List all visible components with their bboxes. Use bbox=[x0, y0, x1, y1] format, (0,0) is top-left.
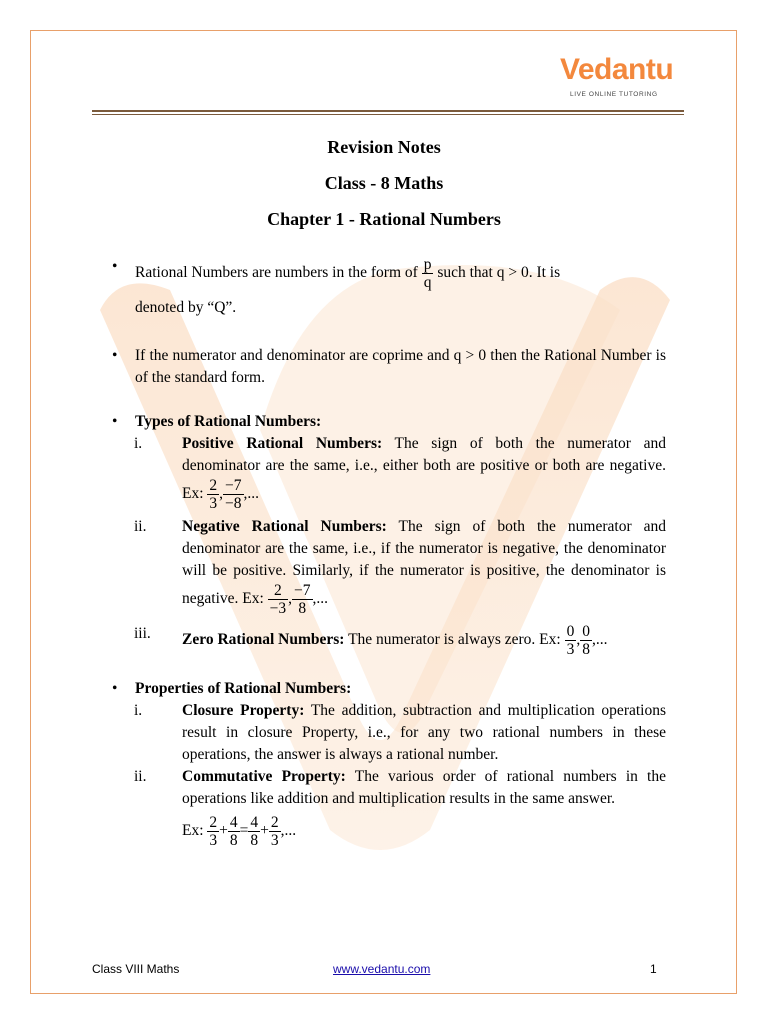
frac-num: −7 bbox=[225, 477, 242, 494]
vedantu-logo[interactable] bbox=[560, 55, 680, 100]
frac-den: −8 bbox=[225, 495, 242, 512]
bullet-dot: • bbox=[112, 347, 118, 364]
logo-wordmark: Vedantu bbox=[560, 53, 674, 86]
frac-num: 2 bbox=[209, 814, 218, 831]
frac-num: 4 bbox=[229, 814, 238, 831]
title-class: Class - 8 Maths bbox=[324, 173, 444, 193]
item-label: Negative Rational Numbers: bbox=[182, 518, 387, 535]
footer-page-number: 1 bbox=[650, 962, 657, 976]
title-revision-notes: Revision Notes bbox=[327, 137, 441, 157]
item-text: The sign of both the numerator and denominator are the same, i.e., either both are positive or both are negative. Ex: bbox=[182, 435, 666, 503]
footer-website-link[interactable]: www.vedantu.com bbox=[333, 962, 431, 976]
frac-den: q bbox=[423, 274, 432, 291]
example-ellipsis: ,... bbox=[312, 590, 329, 608]
list-item-negative: ii. Negative Rational Numbers: The sign of both the numerator and denominator are the same, i.e., if the numerator is negative, the denominator will be positive. Similarly, if the numerator is positive, the denominator is negative. Ex: $\frac{2}{-3}$ , $\frac{-7}{8}$ ,... bbox=[134, 518, 666, 617]
example-fraction bbox=[269, 814, 281, 849]
example-ellipsis: ,... bbox=[280, 822, 297, 840]
bullet-standard-form bbox=[110, 345, 666, 389]
example-ellipsis: ,... bbox=[591, 631, 608, 649]
fraction-p-q bbox=[422, 256, 434, 291]
item-label: Closure Property: bbox=[182, 702, 305, 719]
bullet-definition bbox=[110, 256, 666, 319]
bullet-dot: • bbox=[112, 413, 118, 430]
frac-num: 2 bbox=[274, 582, 282, 599]
bullet-dot: • bbox=[112, 258, 118, 275]
definition-text-c: denoted by “Q”. bbox=[135, 299, 237, 316]
definition-text-b: such that q > 0. It is bbox=[437, 264, 561, 282]
item-text: The various order of rational numbers in the operations like addition and multiplication results in the same answer. bbox=[182, 768, 666, 807]
title-chapter: Chapter 1 - Rational Numbers bbox=[267, 209, 501, 229]
frac-den: 3 bbox=[209, 832, 218, 849]
frac-den: 3 bbox=[566, 641, 575, 658]
item-text: The numerator is always zero. Ex: bbox=[344, 631, 561, 649]
list-item-closure bbox=[110, 700, 666, 766]
example-label: Ex: bbox=[182, 822, 204, 840]
bullet-properties bbox=[110, 678, 666, 700]
logo-tagline: LIVE ONLINE TUTORING bbox=[570, 91, 658, 98]
frac-num: 0 bbox=[582, 623, 590, 640]
item-text: The addition, subtraction and multiplication operations result in closure Property, i.e., for any two rational numbers in these operations, the answer is always a rational number. bbox=[182, 702, 666, 763]
frac-den: −3 bbox=[269, 600, 287, 617]
list-item-commutative bbox=[110, 766, 666, 849]
standard-form-text: If the numerator and denominator are coprime and q > 0 then the Rational Number is of the standard form. bbox=[135, 347, 666, 386]
notes-content bbox=[110, 258, 666, 849]
frac-num: 2 bbox=[270, 814, 279, 831]
example-fraction bbox=[207, 814, 219, 849]
frac-num: 2 bbox=[209, 477, 218, 494]
frac-num: 0 bbox=[566, 623, 575, 640]
properties-heading: Properties of Rational Numbers: bbox=[135, 680, 352, 697]
example-fraction bbox=[565, 623, 577, 658]
frac-num: 4 bbox=[250, 814, 259, 831]
example-fraction bbox=[580, 623, 592, 658]
list-item-positive: i. Positive Rational Numbers: The sign of both the numerator and denominator are the same, i.e., either both are positive or both are negative. Ex: $\frac{2}{3}$ , $\frac{-7}{-8}$ ,... bbox=[134, 435, 666, 512]
item-number: i. bbox=[134, 702, 143, 719]
header-rule-thin bbox=[92, 114, 684, 115]
equals-sign: = bbox=[239, 822, 249, 840]
frac-num: −7 bbox=[294, 582, 311, 599]
commutative-example bbox=[182, 814, 666, 849]
plus-sign: + bbox=[260, 822, 269, 840]
frac-den: 3 bbox=[270, 832, 279, 849]
frac-num: p bbox=[423, 256, 432, 273]
example-ellipsis: ,... bbox=[243, 485, 260, 503]
item-number: ii. bbox=[134, 768, 147, 785]
frac-den: 8 bbox=[292, 599, 313, 617]
item-label: Commutative Property: bbox=[182, 768, 346, 785]
item-text: The sign of both the numerator and denominator are the same, i.e., if the numerator is negative, the denominator will be positive. Similarly, if the numerator is positive, the denominator is negative. Ex: bbox=[182, 518, 666, 608]
footer-class-label: Class VIII Maths bbox=[92, 962, 180, 976]
types-heading: Types of Rational Numbers: bbox=[135, 413, 322, 430]
example-fraction bbox=[292, 582, 313, 617]
example-fraction bbox=[248, 814, 260, 849]
definition-text-a: Rational Numbers are numbers in the form of bbox=[135, 264, 418, 282]
example-fraction bbox=[268, 582, 289, 617]
frac-den: 8 bbox=[250, 832, 259, 849]
item-label: Positive Rational Numbers: bbox=[182, 435, 383, 452]
example-fraction bbox=[207, 477, 219, 512]
bullet-dot: • bbox=[112, 680, 118, 697]
plus-sign: + bbox=[219, 822, 228, 840]
frac-den: 8 bbox=[229, 832, 238, 849]
bullet-types bbox=[110, 411, 666, 433]
item-label: Zero Rational Numbers: bbox=[182, 631, 345, 649]
item-number: i. bbox=[134, 435, 143, 452]
header-rule bbox=[92, 110, 684, 112]
example-fraction bbox=[228, 814, 240, 849]
item-number: iii. bbox=[134, 625, 151, 642]
item-number: ii. bbox=[134, 518, 147, 535]
frac-den: 3 bbox=[209, 495, 218, 512]
example-fraction bbox=[223, 477, 244, 512]
list-item-zero: iii. Zero Rational Numbers: The numerator is always zero. Ex: $\frac{0}{3}$ , $\frac{0}{8}$ ,... bbox=[134, 623, 608, 658]
frac-den: 8 bbox=[582, 641, 590, 658]
